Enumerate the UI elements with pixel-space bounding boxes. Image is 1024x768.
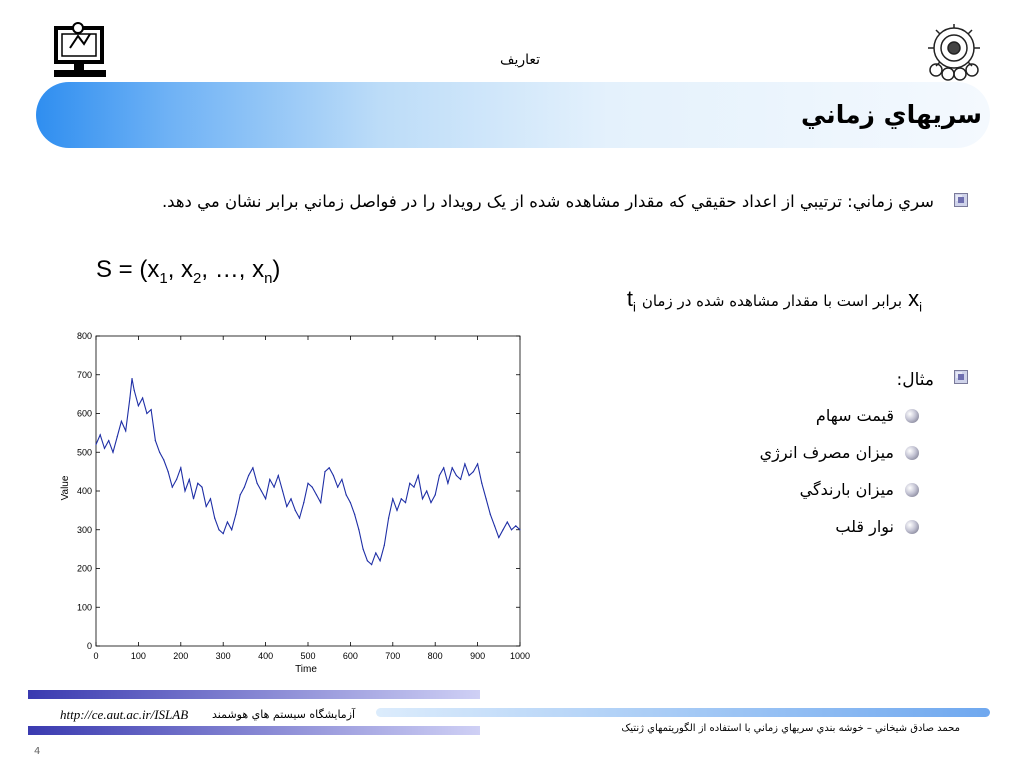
formula: $S = (x_1$, $x_2$, …, $x_n$) (96, 256, 281, 287)
bullet-square-icon (954, 193, 968, 207)
data-point (189, 479, 190, 480)
data-point (401, 498, 402, 499)
data-point (214, 518, 215, 519)
data-point (269, 479, 270, 480)
data-point (210, 498, 211, 499)
data-point (481, 483, 482, 484)
data-point (485, 498, 486, 499)
y-tick-label: 400 (76, 486, 92, 496)
y-tick-label: 200 (76, 563, 92, 574)
footer-bar (28, 690, 480, 699)
value-variable: $x_i$ (908, 286, 922, 315)
x-tick-label: 200 (173, 651, 189, 661)
data-point (333, 475, 334, 476)
data-point (456, 475, 457, 476)
data-point (494, 525, 495, 526)
data-point (413, 487, 414, 488)
data-point (155, 440, 156, 441)
data-point (163, 459, 164, 460)
data-point (299, 518, 300, 519)
example-item: ميزان بارندگي (799, 480, 894, 499)
data-point (117, 436, 118, 437)
data-point (121, 421, 122, 422)
example-item: قيمت سهام (815, 406, 894, 425)
data-point (324, 471, 325, 472)
time-series-chart (50, 326, 540, 680)
x-tick-label: 100 (130, 651, 146, 661)
explanation-text: برابر است با مقدار مشاهده شده در زمان (641, 292, 903, 310)
time-variable: $t_i$ (626, 286, 636, 315)
y-tick-label: 700 (76, 369, 92, 380)
x-tick-label: 800 (427, 651, 443, 661)
bullet-dot-icon (905, 409, 919, 423)
data-point (159, 452, 160, 453)
data-point (146, 413, 147, 414)
data-point (367, 560, 368, 561)
x-tick-label: 0 (93, 651, 99, 661)
footer-credit: محمد صادق شيخاني – خوشه بندي سريهاي زماني با استفاده از الگوريتمهاي ژنتيک (621, 723, 960, 734)
data-point (172, 487, 173, 488)
data-point (435, 494, 436, 495)
y-tick-label: 0 (86, 641, 92, 651)
data-point (460, 479, 461, 480)
data-point (312, 487, 313, 488)
data-point (452, 467, 453, 468)
data-point (346, 494, 347, 495)
data-point (409, 483, 410, 484)
data-point (295, 510, 296, 511)
data-point (142, 397, 143, 398)
footer-bar (28, 726, 480, 735)
x-tick-label: 600 (342, 651, 358, 661)
data-point (341, 479, 342, 480)
footer-lab-name: آزمايشگاه سيستم هاي هوشمند (212, 708, 356, 721)
bullet-dot-icon (905, 483, 919, 497)
data-point (329, 467, 330, 468)
data-point (477, 463, 478, 464)
data-point (131, 378, 132, 379)
data-point (201, 487, 202, 488)
plot-frame (96, 336, 520, 646)
data-point (197, 483, 198, 484)
data-point (231, 529, 232, 530)
footer-bar (376, 708, 990, 717)
data-point (112, 452, 113, 453)
y-tick-label: 300 (76, 524, 92, 535)
example-item: ميزان مصرف انرژي (759, 443, 894, 462)
data-point (176, 479, 177, 480)
y-tick-label: 100 (76, 602, 92, 613)
data-point (227, 521, 228, 522)
example-heading: مثال: (896, 370, 934, 390)
data-point (290, 498, 291, 499)
example-item: نوار قلب (835, 517, 894, 536)
data-point (95, 444, 96, 445)
data-point (151, 409, 152, 410)
data-point (418, 475, 419, 476)
bullet-square-icon (954, 370, 968, 384)
data-point (430, 502, 431, 503)
data-point (240, 494, 241, 495)
data-point (278, 475, 279, 476)
data-point (235, 514, 236, 515)
data-point (320, 502, 321, 503)
data-point (129, 397, 130, 398)
data-point (354, 514, 355, 515)
data-point (184, 490, 185, 491)
data-point (100, 434, 101, 435)
x-tick-label: 500 (300, 651, 316, 661)
bullet-dot-icon (905, 446, 919, 460)
x-axis-label: Time (295, 664, 317, 675)
data-point (134, 390, 135, 391)
data-point (316, 494, 317, 495)
data-point (265, 498, 266, 499)
section-title: تعاريف (499, 52, 541, 68)
x-tick-label: 1000 (509, 651, 531, 661)
data-point (498, 537, 499, 538)
data-point (443, 467, 444, 468)
data-point (244, 487, 245, 488)
data-point (303, 502, 304, 503)
data-point (384, 545, 385, 546)
data-point (392, 498, 393, 499)
data-point (257, 483, 258, 484)
data-point (286, 506, 287, 507)
definition-text: سري زماني: ترتيبي از اعداد حقيقي که مقدار مشاهده شده از يک رويداد را در فواصل زماني برابر نشان مي دهد. (161, 192, 934, 211)
data-point (396, 510, 397, 511)
data-point (307, 483, 308, 484)
data-point (108, 440, 109, 441)
data-point (490, 514, 491, 515)
x-tick-label: 400 (258, 651, 274, 661)
y-tick-label: 500 (76, 447, 92, 458)
data-point (206, 506, 207, 507)
x-tick-label: 700 (385, 651, 401, 661)
y-tick-label: 800 (76, 331, 92, 341)
computer-terminal-logo-icon (50, 18, 110, 80)
data-point (502, 529, 503, 530)
data-point (439, 475, 440, 476)
data-point (180, 467, 181, 468)
data-point (273, 487, 274, 488)
data-point (469, 475, 470, 476)
data-point (104, 448, 105, 449)
explanation-line (627, 286, 922, 314)
data-point (507, 521, 508, 522)
data-point (282, 490, 283, 491)
data-point (426, 490, 427, 491)
data-point (138, 405, 139, 406)
page-number: 4 (34, 746, 41, 757)
y-axis-label: Value (60, 475, 71, 501)
series-line (96, 379, 520, 565)
data-point (511, 529, 512, 530)
data-point (464, 463, 465, 464)
bullet-dot-icon (905, 520, 919, 534)
data-point (218, 529, 219, 530)
data-point (252, 467, 253, 468)
data-point (193, 498, 194, 499)
data-point (248, 475, 249, 476)
data-point (363, 549, 364, 550)
data-point (223, 533, 224, 534)
x-tick-label: 900 (470, 651, 486, 661)
data-point (125, 430, 126, 431)
data-point (337, 487, 338, 488)
data-point (515, 525, 516, 526)
university-emblem-icon (924, 22, 984, 82)
slide-title: سريهاي زماني (801, 100, 982, 129)
data-point (358, 529, 359, 530)
data-point (447, 483, 448, 484)
x-tick-label: 300 (215, 651, 231, 661)
data-point (375, 552, 376, 553)
data-point (261, 490, 262, 491)
data-point (422, 498, 423, 499)
y-tick-label: 600 (76, 408, 92, 419)
data-point (167, 471, 168, 472)
data-point (473, 471, 474, 472)
data-point (405, 502, 406, 503)
data-point (371, 564, 372, 565)
data-point (519, 529, 520, 530)
data-point (388, 518, 389, 519)
data-point (379, 560, 380, 561)
data-point (350, 502, 351, 503)
footer-url[interactable]: http://ce.aut.ac.ir/ISLAB (60, 707, 189, 722)
